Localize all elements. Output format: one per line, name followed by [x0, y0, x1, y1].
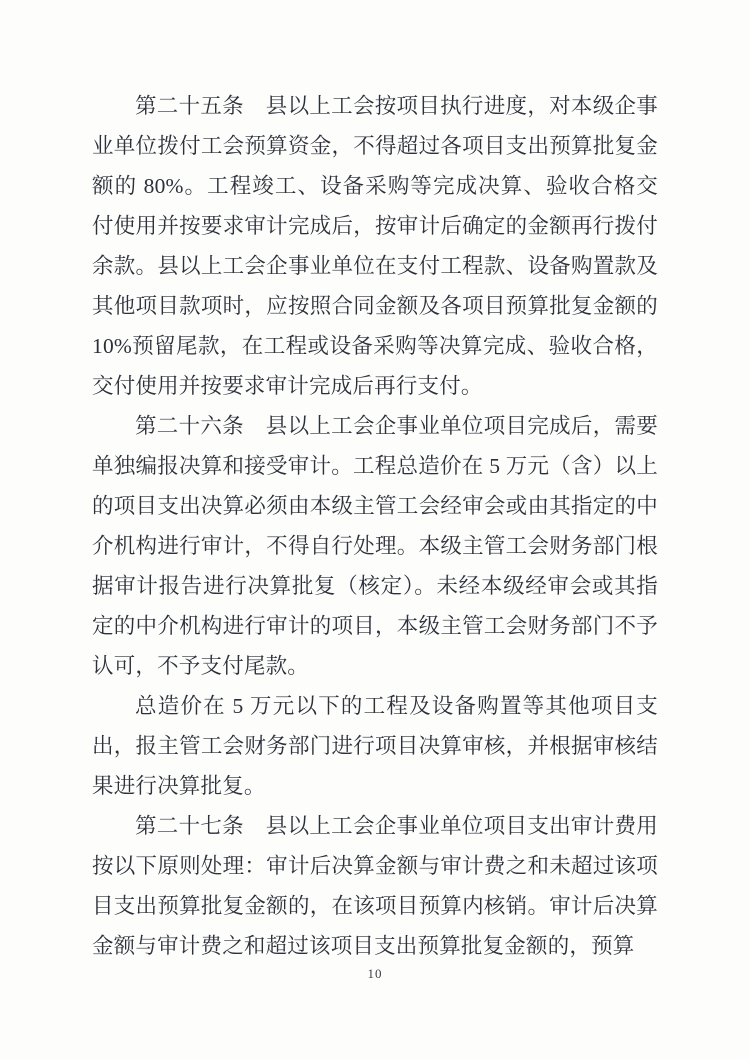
- paragraph-article-26: 第二十六条 县以上工会企事业单位项目完成后，需要单独编报决算和接受审计。工程总造价在 5 万元（含）以上的项目支出决算必须由本级主管工会经审会或由其指定的中介机构进行审计，不得自行处理。本级主管工会财务部门根据审计报告进行决算批复（核定）。未经本级经审会或其指定的中介机构进行审计的项目，本级主管工会财务部门不予认可，不予支付尾款。: [92, 414, 658, 678]
- paragraph-article-27: 第二十七条 县以上工会企事业单位项目支出审计费用按以下原则处理：审计后决算金额与审计费之和未超过该项目支出预算批复金额的，在该项目预算内核销。审计后决算金额与审计费之和超过该项目支出预算批复金额的，预算: [92, 814, 658, 958]
- document-body-text: [92, 86, 658, 966]
- paragraph-article-25: 第二十五条 县以上工会按项目执行进度，对本级企事业单位拨付工会预算资金，不得超过各项目支出预算批复金额的 80%。工程竣工、设备采购等完成决算、验收合格交付使用并按要求审计完成后，按审计后确定的金额再行拨付余款。县以上工会企事业单位在支付工程款、设备购置款及其他项目款项时，应按照合同金额及各项目预算批复金额的 10%预留尾款，在工程或设备采购等决算完成、验收合格，交付使用并按要求审计完成后再行支付。: [92, 94, 658, 398]
- page-number: 10: [367, 966, 383, 981]
- paragraph-subclause: 总造价在 5 万元以下的工程及设备购置等其他项目支出，报主管工会财务部门进行项目决算审核，并根据审核结果进行决算批复。: [92, 694, 658, 798]
